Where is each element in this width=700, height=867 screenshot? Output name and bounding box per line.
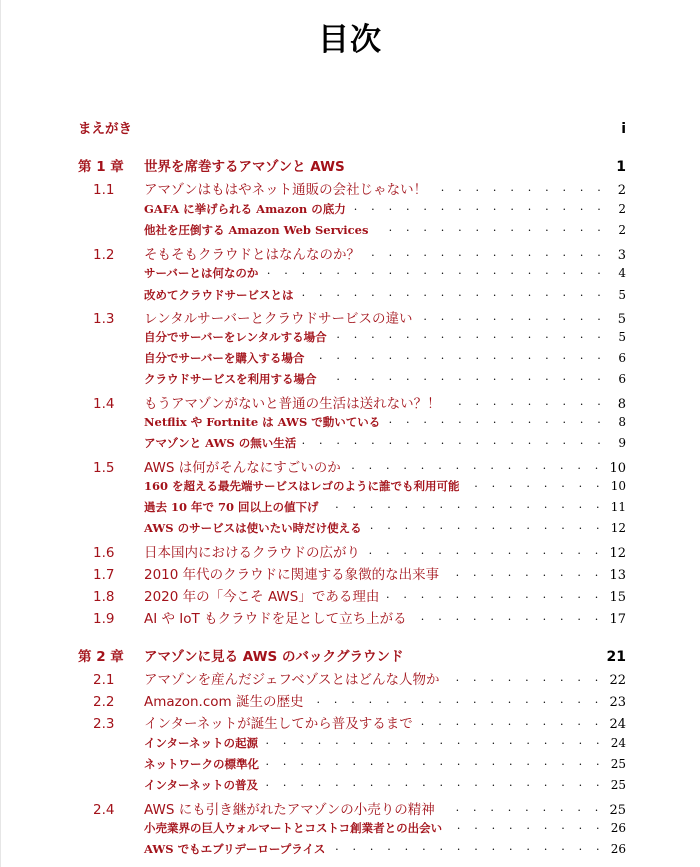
toc-entry-number: 1.4 xyxy=(93,396,115,412)
dot-leader xyxy=(445,566,603,579)
toc-entry-number: 1.2 xyxy=(93,247,115,263)
toc-entry-title[interactable]: GAFA に挙げられる Amazon の底力 xyxy=(144,202,346,216)
toc-entry-title[interactable]: Netflix や Fortnite は AWS で動いている xyxy=(144,415,381,429)
dot-leader xyxy=(368,519,605,532)
toc-entry-title[interactable]: AWS のサービスは使いたい時だけ使える xyxy=(144,521,362,535)
toc-subsection-entry[interactable] xyxy=(78,755,626,775)
toc-entry-number: 1.8 xyxy=(93,589,115,605)
toc-entry-title[interactable]: AWS は何がそんなにすごいのか xyxy=(144,460,341,476)
toc-entry-number: 2.1 xyxy=(93,672,115,688)
toc-entry-title[interactable]: アマゾンと AWS の無い生活 xyxy=(144,436,297,450)
dot-leader xyxy=(300,286,607,299)
toc-entry-title[interactable]: クラウドサービスを利用する場合 xyxy=(144,372,317,386)
toc-section-entry[interactable] xyxy=(78,668,626,688)
toc-entry-title[interactable]: Amazon.com 誕生の歴史 xyxy=(144,694,304,710)
dot-leader xyxy=(374,221,606,234)
toc-entry-title[interactable]: もうアマゾンがないと普通の生活は送れない？！ xyxy=(144,396,441,412)
toc-section-entry[interactable] xyxy=(78,392,626,412)
toc-page-number[interactable]: 26 xyxy=(610,842,626,856)
toc-page-number[interactable]: 3 xyxy=(617,248,626,263)
toc-page-number[interactable]: 2 xyxy=(618,223,626,237)
toc-entry-title[interactable]: AI や IoT もクラウドを足として立ち上がる xyxy=(144,611,407,627)
toc-entry-number: 2.4 xyxy=(93,802,115,818)
toc-entry-title[interactable]: インターネットの起源 xyxy=(144,736,258,750)
toc-subsection-entry[interactable] xyxy=(78,519,626,539)
toc-entry-title[interactable]: インターネットが誕生してから普及するまで xyxy=(144,716,413,732)
dot-leader xyxy=(366,544,603,557)
toc-page-number[interactable]: 13 xyxy=(609,568,626,583)
dot-leader xyxy=(265,755,605,768)
dot-leader xyxy=(264,776,605,789)
toc-section-entry[interactable] xyxy=(78,585,626,605)
toc-section-entry[interactable] xyxy=(78,690,626,710)
dot-leader xyxy=(352,200,606,213)
toc-page-number[interactable]: 2 xyxy=(617,183,626,198)
toc-page-number[interactable]: 12 xyxy=(609,546,626,561)
toc-page-number[interactable]: 17 xyxy=(609,612,626,627)
toc-page-number[interactable]: 6 xyxy=(618,351,626,365)
toc-chapter-entry[interactable] xyxy=(78,155,626,175)
toc-entry-title[interactable]: 世界を席巻するアマゾンと AWS xyxy=(144,159,345,175)
dot-leader xyxy=(447,395,606,408)
toc-subsection-entry[interactable] xyxy=(78,286,626,306)
toc-entry-title[interactable]: 160 を超える最先端サービスはレゴのように誰でも利用可能 xyxy=(144,479,460,493)
dot-leader xyxy=(386,413,606,426)
dot-leader xyxy=(325,498,605,511)
toc-page-number[interactable]: 23 xyxy=(609,695,626,710)
toc-page-number[interactable]: 11 xyxy=(610,500,626,514)
toc-entry-number: 1.7 xyxy=(93,567,115,583)
toc-section-entry[interactable] xyxy=(78,243,626,263)
page-edge xyxy=(0,0,1,867)
toc-subsection-entry[interactable] xyxy=(78,264,626,284)
toc-page-number[interactable]: 8 xyxy=(618,415,626,429)
toc-section-entry[interactable] xyxy=(78,178,626,198)
toc-page-number[interactable]: 5 xyxy=(618,330,626,344)
toc-entry-title[interactable]: AWS でもエブリデーロープライス xyxy=(144,842,326,856)
toc-entry-number: 第 2 章 xyxy=(78,649,124,665)
toc-page-number[interactable]: 10 xyxy=(609,461,626,476)
toc-page-number[interactable]: 10 xyxy=(610,479,626,493)
dot-leader xyxy=(302,434,606,447)
toc-subsection-entry[interactable] xyxy=(78,370,626,390)
toc-entry-title[interactable]: 自分でサーバーを購入する場合 xyxy=(144,351,305,365)
dot-leader xyxy=(448,819,605,832)
toc-page-number[interactable]: 25 xyxy=(610,757,626,771)
dot-leader xyxy=(331,840,604,853)
toc-chapter-entry[interactable] xyxy=(78,117,626,137)
toc-subsection-entry[interactable] xyxy=(78,477,626,497)
toc-section-entry[interactable] xyxy=(78,712,626,732)
toc-entry-number: 2.3 xyxy=(93,716,115,732)
dot-leader xyxy=(347,459,604,472)
toc-entry-title[interactable]: AWS にも引き継がれたアマゾンの小売りの精神 xyxy=(144,802,435,818)
toc-page-number[interactable]: 6 xyxy=(618,372,626,386)
toc-page-number[interactable]: 21 xyxy=(606,649,626,665)
toc-entry-number: 1.3 xyxy=(93,311,115,327)
toc-page-number[interactable]: 9 xyxy=(618,436,626,450)
toc-subsection-entry[interactable] xyxy=(78,328,626,348)
dot-leader xyxy=(418,310,606,323)
toc-subsection-entry[interactable] xyxy=(78,776,626,796)
toc-page-number[interactable]: 5 xyxy=(617,312,626,327)
toc-page-number[interactable]: 15 xyxy=(609,590,626,605)
toc-page-number[interactable]: 25 xyxy=(610,778,626,792)
toc-entry-title[interactable]: 改めてクラウドサービスとは xyxy=(144,288,294,302)
toc-page-number[interactable]: 4 xyxy=(618,266,626,280)
toc-entry-title[interactable]: サーバーとは何なのか xyxy=(144,266,259,280)
toc-section-entry[interactable] xyxy=(78,798,626,818)
toc-entry-title[interactable]: 自分でサーバーをレンタルする場合 xyxy=(144,330,327,344)
dot-leader xyxy=(264,264,606,277)
toc-page-number[interactable]: i xyxy=(621,121,626,137)
toc-entry-number: 1.1 xyxy=(93,182,115,198)
toc-page-number[interactable]: 24 xyxy=(610,736,626,750)
dot-leader xyxy=(433,181,606,194)
toc-page-number[interactable]: 2 xyxy=(618,202,626,216)
toc-entry-title[interactable]: 日本国内におけるクラウドの広がり xyxy=(144,545,360,561)
toc-subsection-entry[interactable] xyxy=(78,413,626,433)
toc-subsection-entry[interactable] xyxy=(78,221,626,241)
toc-subsection-entry[interactable] xyxy=(78,819,626,839)
toc-entry-title[interactable]: アマゾンに見る AWS のバックグラウンド xyxy=(144,649,404,665)
toc-page-number[interactable]: 22 xyxy=(609,673,626,688)
toc-entry-title[interactable]: 他社を圧倒する Amazon Web Services xyxy=(144,223,369,237)
dot-leader xyxy=(385,588,603,601)
dot-leader xyxy=(323,370,607,383)
toc-subsection-entry[interactable] xyxy=(78,734,626,754)
toc-section-entry[interactable] xyxy=(78,541,626,561)
toc-entry-number: 第 1 章 xyxy=(78,159,124,175)
toc-subsection-entry[interactable] xyxy=(78,434,626,454)
toc-entry-title[interactable]: ネットワークの標準化 xyxy=(144,757,259,771)
toc-page-number[interactable]: 8 xyxy=(617,397,626,412)
toc-subsection-entry[interactable] xyxy=(78,200,626,220)
toc-chapter-entry[interactable] xyxy=(78,645,626,665)
toc-entry-title[interactable]: アマゾンはもはやネット通販の会社じゃない！ xyxy=(144,182,428,198)
toc-section-entry[interactable] xyxy=(78,607,626,627)
dot-leader xyxy=(333,328,606,341)
dot-leader xyxy=(309,693,603,706)
toc-page-number[interactable]: 5 xyxy=(618,288,626,302)
toc-entry-number: 2.2 xyxy=(93,694,115,710)
dot-leader xyxy=(441,801,604,814)
toc-subsection-entry[interactable] xyxy=(78,840,626,860)
toc-entry-title[interactable]: インターネットの普及 xyxy=(144,778,258,792)
toc-entry-title[interactable]: そもそもクラウドとはなんなのか？ xyxy=(144,247,360,263)
toc-page-number[interactable]: 24 xyxy=(609,717,626,732)
toc-entry-title[interactable]: アマゾンを産んだジェフベゾスとはどんな人物か xyxy=(144,672,440,688)
toc-entry-title[interactable]: 過去 10 年で 70 回以上の値下げ xyxy=(144,500,319,514)
dot-leader xyxy=(264,734,605,747)
dot-leader xyxy=(446,671,604,684)
page-title: 目次 xyxy=(318,22,382,58)
toc-subsection-entry[interactable] xyxy=(78,498,626,518)
toc-section-entry[interactable] xyxy=(78,307,626,327)
toc-entry-title[interactable]: 小売業界の巨人ウォルマートとコストコ創業者との出会い xyxy=(144,821,443,835)
toc-subsection-entry[interactable] xyxy=(78,349,626,369)
dot-leader xyxy=(310,349,606,362)
toc-page-number[interactable]: 26 xyxy=(610,821,626,835)
toc-entry-title[interactable]: まえがき xyxy=(78,121,132,137)
toc-entry-title[interactable]: レンタルサーバーとクラウドサービスの違い xyxy=(144,311,413,327)
dot-leader xyxy=(419,715,604,728)
toc-entry-number: 1.9 xyxy=(93,611,115,627)
toc-entry-number: 1.6 xyxy=(93,545,115,561)
toc-entry-title[interactable]: 2010 年代のクラウドに関連する象徴的な出来事 xyxy=(144,567,440,583)
dot-leader xyxy=(366,246,606,259)
toc-page-number[interactable]: 1 xyxy=(616,159,626,175)
dot-leader xyxy=(466,477,605,490)
toc-entry-title[interactable]: 2020 年の「今こそ AWS」である理由 xyxy=(144,589,380,605)
toc-section-entry[interactable] xyxy=(78,563,626,583)
toc-section-entry[interactable] xyxy=(78,456,626,476)
toc-page-number[interactable]: 25 xyxy=(609,803,626,818)
toc-page-number[interactable]: 12 xyxy=(610,521,626,535)
toc-entry-number: 1.5 xyxy=(93,460,115,476)
dot-leader xyxy=(413,610,604,623)
